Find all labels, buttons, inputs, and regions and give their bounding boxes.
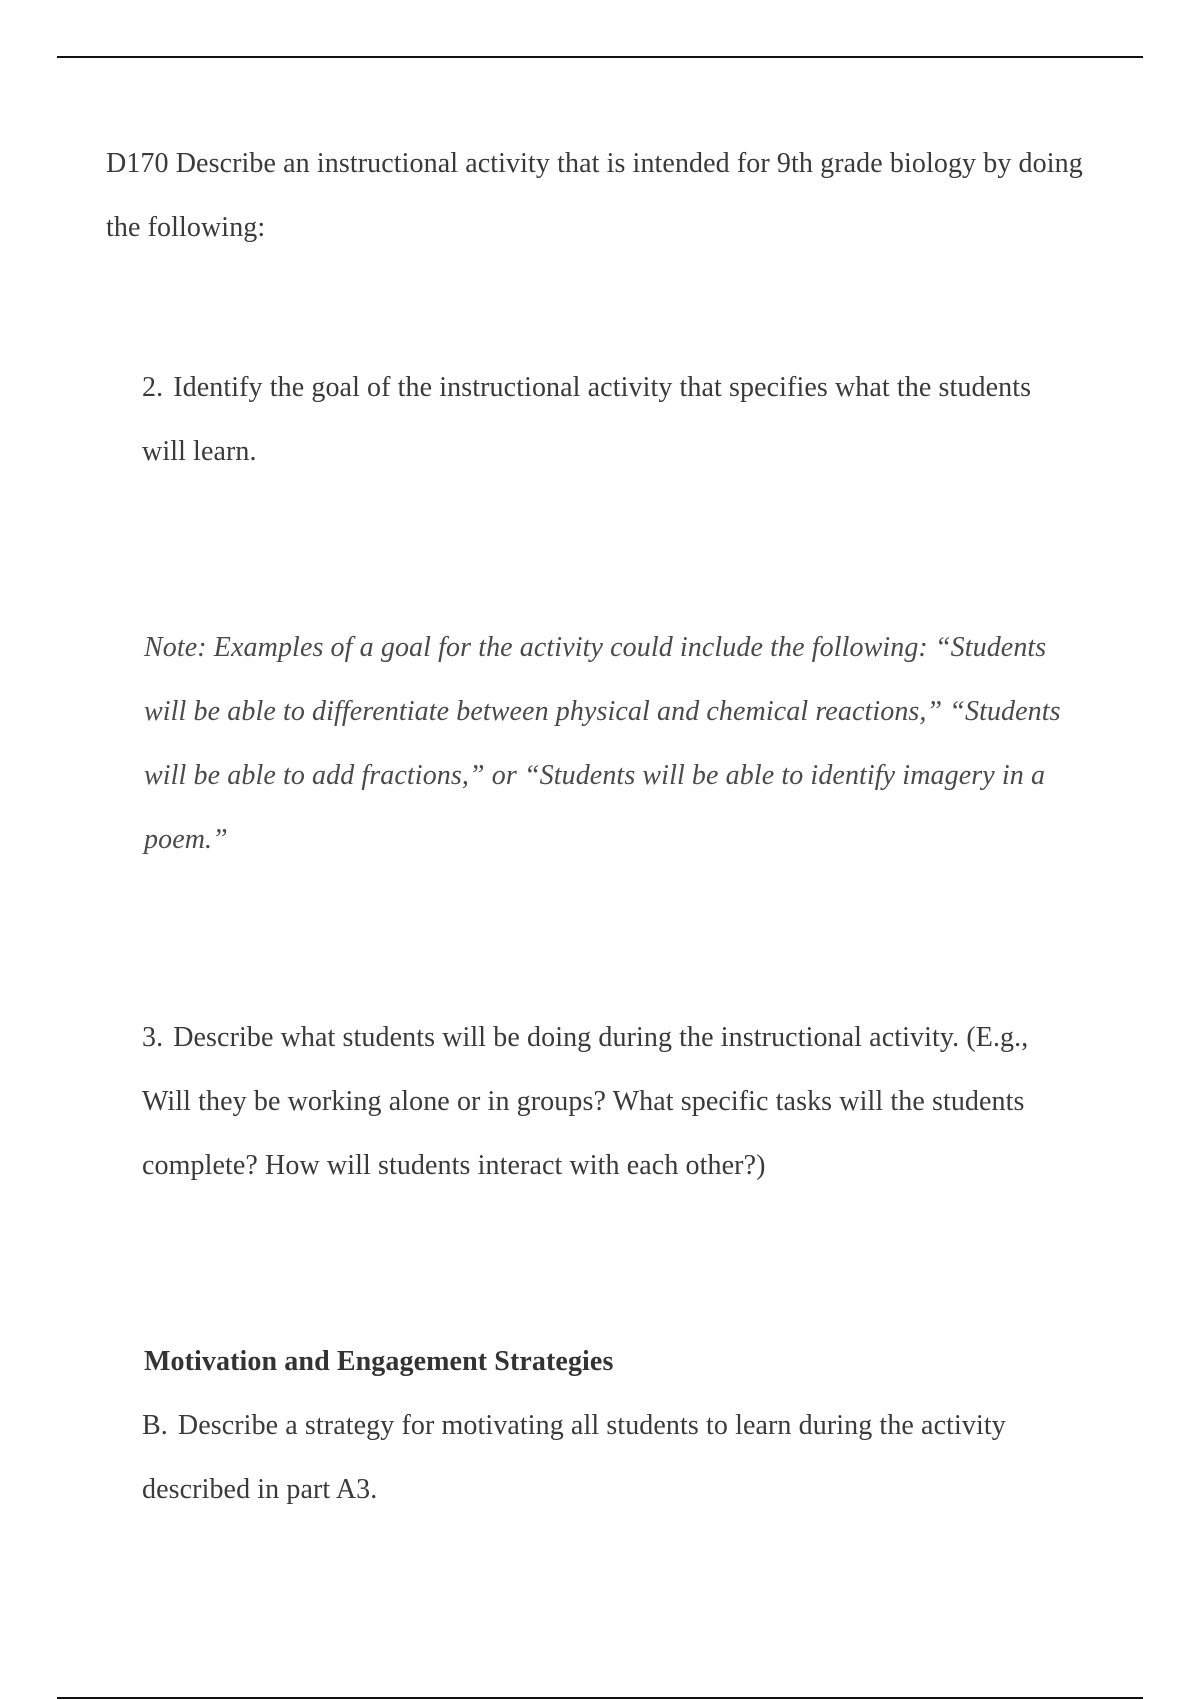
list-number: 2. bbox=[142, 372, 164, 403]
section-heading: Motivation and Engagement Strategies bbox=[144, 1346, 614, 1377]
list-item-text: Describe what students will be doing during the instructional activity. (E.g., Will they be working alone or in groups? What specific tasks will the students complete? How will students interact with each other?) bbox=[142, 1022, 1029, 1181]
top-rule bbox=[57, 56, 1143, 58]
intro-paragraph: D170 Describe an instructional activity that is intended for 9th grade biology by doing the following: bbox=[106, 148, 1083, 243]
note-paragraph: Note: Examples of a goal for the activity could include the following: “Students will be able to differentiate between physical and chemical reactions,” “Students will be able to add fractions,” or “Students will be able to identify imagery in a poem.” bbox=[144, 632, 1061, 855]
list-item-text: Identify the goal of the instructional activity that specifies what the students will learn. bbox=[142, 372, 1032, 467]
bottom-rule bbox=[57, 1697, 1143, 1699]
list-item-2 bbox=[142, 356, 1062, 484]
list-item-3 bbox=[142, 1006, 1062, 1198]
list-item-text: Describe a strategy for motivating all students to learn during the activity described in part A3. bbox=[142, 1410, 1006, 1505]
list-number: 3. bbox=[142, 1022, 164, 1053]
list-item-b bbox=[142, 1394, 1062, 1522]
list-number: B. bbox=[142, 1410, 168, 1441]
